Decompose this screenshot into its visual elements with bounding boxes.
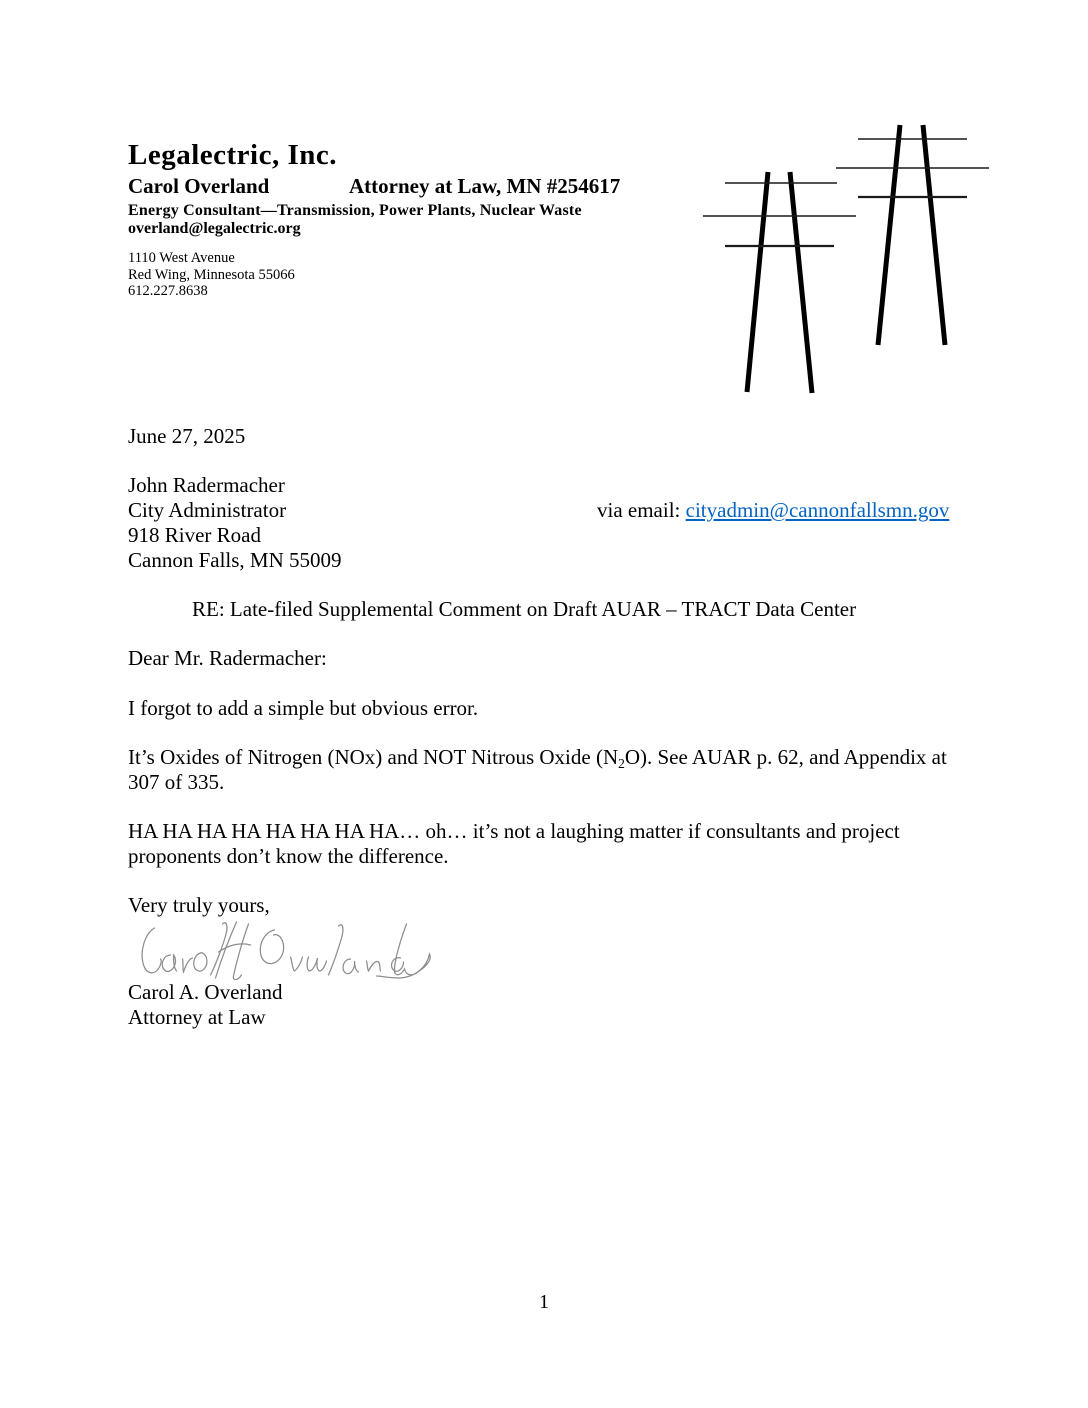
recipient-street: 918 River Road	[128, 522, 261, 547]
paragraph-1: I forgot to add a simple but obvious error.	[128, 695, 479, 720]
recipient-city: Cannon Falls, MN 55009	[128, 547, 342, 572]
paragraph-2-post: O). See AUAR p. 62, and Appendix at 307 of 335.	[128, 745, 947, 794]
via-email	[597, 498, 949, 523]
letter-body	[128, 424, 961, 1029]
paragraph-3: HA HA HA HA HA HA HA HA… oh… it’s not a laughing matter if consultants and project proponents don’t know the difference.	[128, 819, 900, 868]
page-number: 1	[539, 1291, 549, 1313]
letterhead-subtitle: Energy Consultant—Transmission, Power Plants, Nuclear Waste	[128, 202, 582, 219]
via-email-label: via email:	[597, 498, 681, 523]
letterhead-phone: 612.227.8638	[128, 283, 208, 299]
subscript-2: 2	[618, 756, 625, 772]
letter-date: June 27, 2025	[128, 424, 246, 448]
recipient-title: City Administrator	[128, 498, 287, 523]
letterhead	[128, 140, 688, 300]
letterhead-credential: Attorney at Law, MN #254617	[349, 174, 621, 198]
transmission-towers-icon	[690, 110, 1000, 410]
paragraph-2	[128, 745, 961, 794]
letterhead-email: overland@legalectric.org	[128, 220, 301, 237]
letterhead-address	[128, 250, 688, 300]
company-name: Legalectric, Inc.	[128, 139, 338, 171]
salutation: Dear Mr. Radermacher:	[128, 646, 327, 671]
letterhead-person-name: Carol Overland	[128, 174, 270, 198]
via-email-link[interactable]: cityadmin@cannonfallsmn.gov	[685, 498, 950, 523]
re-line: RE: Late-filed Supplemental Comment on Draft AUAR – TRACT Data Center	[192, 596, 857, 621]
letterhead-city: Red Wing, Minnesota 55066	[128, 266, 295, 283]
signer-name: Carol A. Overland	[128, 979, 283, 1004]
letterhead-name-row	[128, 176, 688, 197]
closing: Very truly yours,	[128, 893, 270, 918]
letterhead-street: 1110 West Avenue	[128, 250, 235, 266]
recipient-name: John Radermacher	[128, 473, 285, 498]
recipient-title-line	[128, 498, 961, 523]
recipient-address-block	[128, 473, 961, 572]
paragraph-2-pre: It’s Oxides of Nitrogen (NOx) and NOT Nitrous Oxide (N	[128, 745, 619, 770]
signer-title: Attorney at Law	[128, 1004, 266, 1029]
signature-image	[136, 920, 441, 980]
